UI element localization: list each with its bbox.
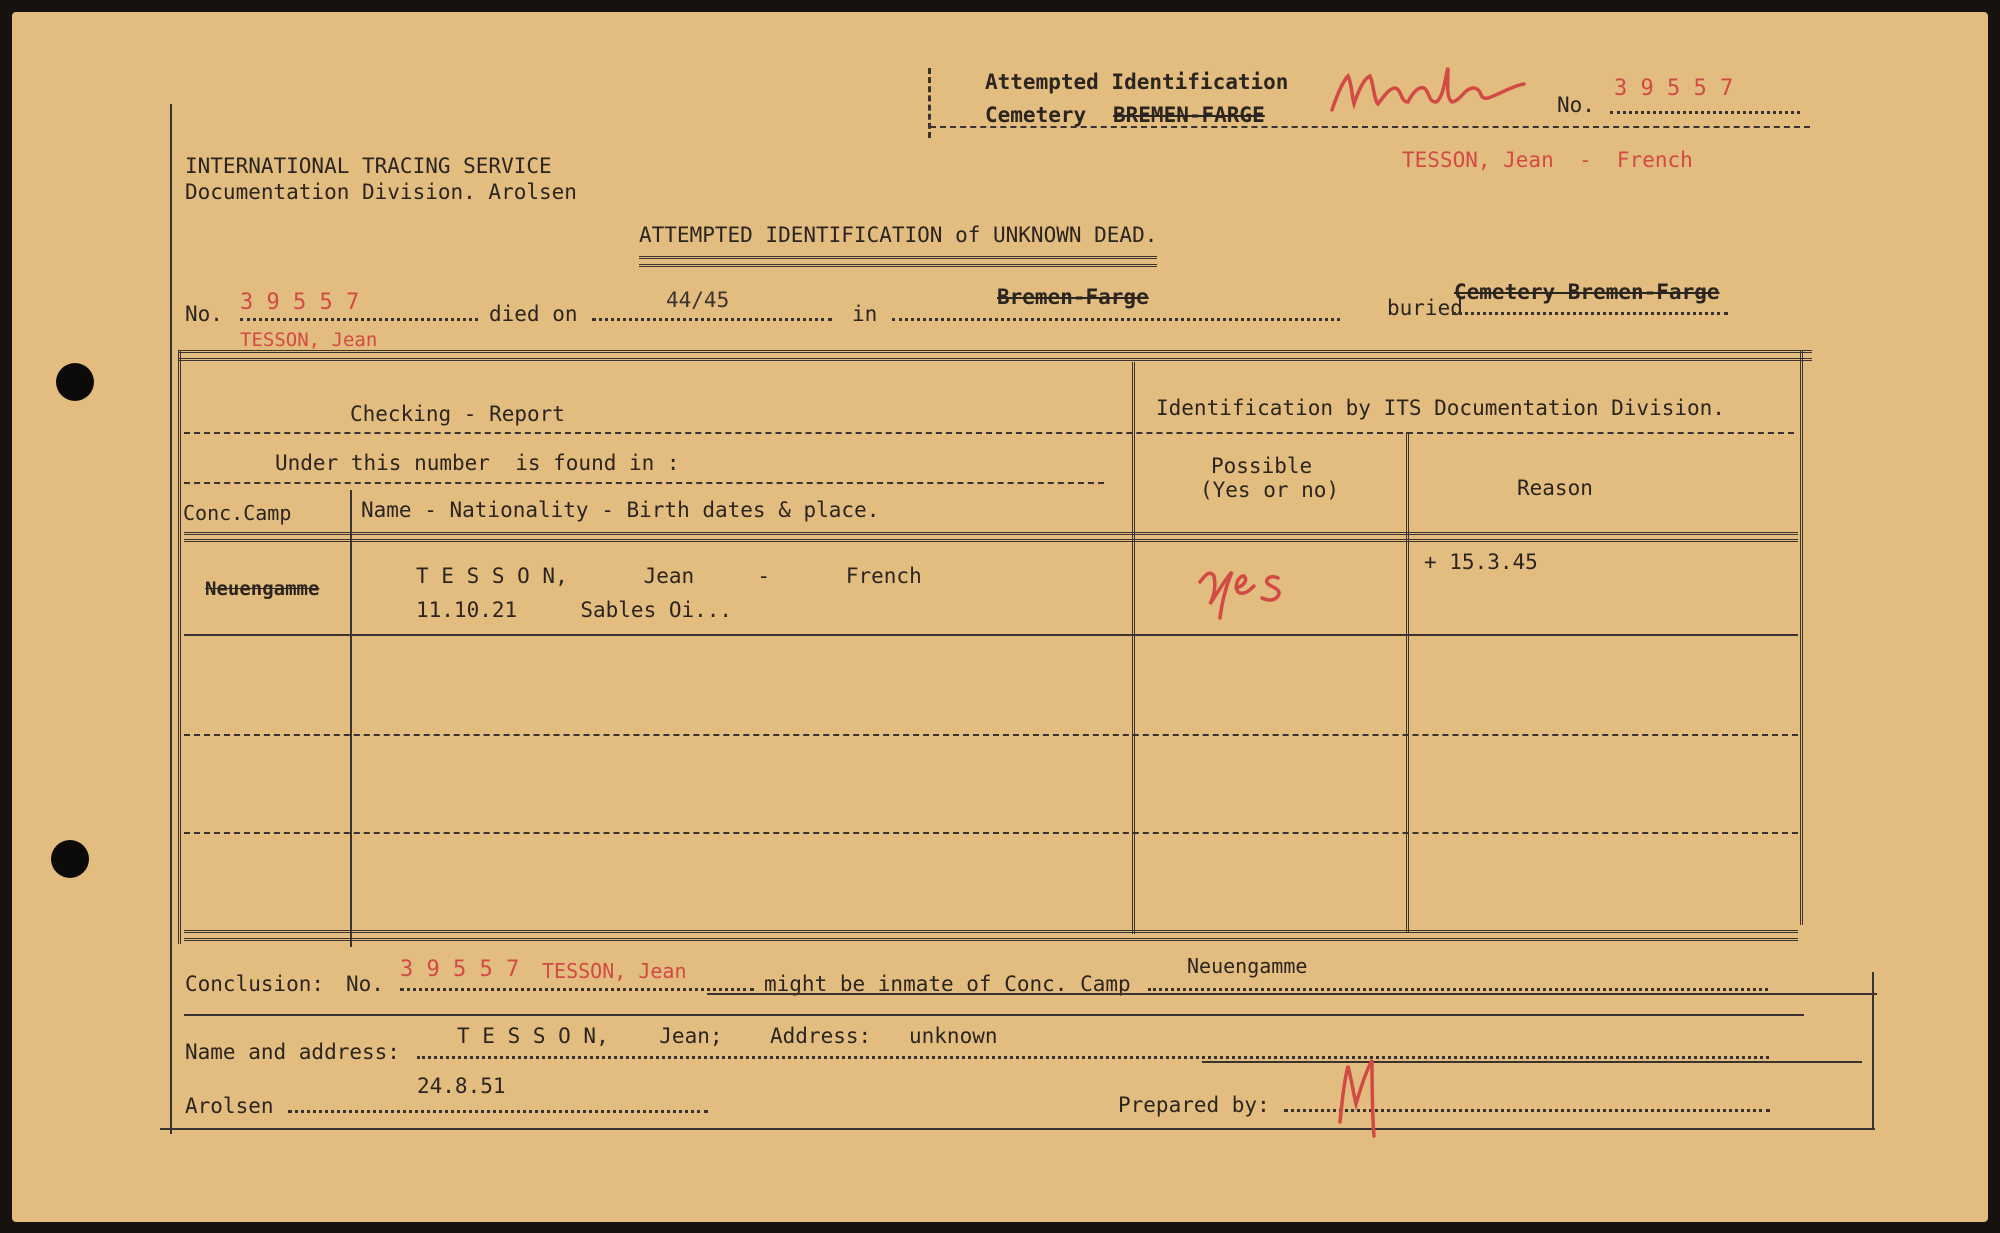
conclusion-underline (707, 993, 1877, 995)
conclusion-camp-dots (1148, 988, 1768, 991)
identification-header: Identification by ITS Documentation Division. (1156, 396, 1725, 420)
conclusion-camp-value: Neuengamme (1187, 954, 1308, 978)
col-divider-main (1132, 362, 1135, 934)
header-bottom-2 (184, 539, 1798, 542)
record-died-label: died on (489, 302, 578, 326)
name-address-name: T E S S O N, Jean; (457, 1024, 723, 1048)
conclusion-name-value: TESSON, Jean (542, 959, 687, 983)
row-sep-3 (184, 634, 1798, 636)
table-top (178, 350, 1812, 353)
title-underline (639, 256, 1157, 259)
col-possible-header-2: (Yes or no) (1200, 478, 1340, 502)
document-card (12, 12, 1988, 1222)
under-number: Under this number is found in : (275, 451, 680, 475)
stamp-no-label: No. (1557, 93, 1595, 117)
org-line2: Documentation Division. Arolsen (185, 180, 577, 204)
conclusion-label: Conclusion: (185, 972, 325, 996)
row-sep-5 (184, 832, 1798, 834)
conclusion-no-value: 3 9 5 5 7 (400, 957, 520, 982)
handwritten-made (1328, 62, 1528, 126)
record-no-value: 3 9 5 5 7 (240, 290, 360, 315)
footer-date: 24.8.51 (417, 1074, 506, 1098)
stamp-cemetery-place: BREMEN-FARGE (1113, 103, 1265, 127)
stamp-no-dots (1610, 111, 1800, 114)
table-right (1800, 350, 1803, 925)
table-bottom (184, 930, 1798, 933)
col-camp-header: Conc.Camp (183, 501, 292, 525)
frame-right (1872, 972, 1874, 1128)
org-line1: INTERNATIONAL TRACING SERVICE (185, 154, 552, 178)
table-top-2 (178, 358, 1812, 361)
frame-left (170, 104, 172, 1134)
record-in-value: Bremen-Farge (997, 285, 1149, 309)
name-address-underline (1202, 1061, 1862, 1063)
record-no-label: No. (185, 302, 223, 326)
row1-name: T E S S O N, Jean - French (416, 564, 922, 588)
record-buried-value: Cemetery Bremen-Farge (1454, 280, 1720, 304)
conclusion-no-label: No. (346, 972, 384, 996)
punch-hole (51, 840, 89, 878)
stamp-no-value: 3 9 5 5 7 (1614, 76, 1734, 101)
record-died-dots (592, 318, 832, 321)
stamp-line1: Attempted Identification (985, 70, 1289, 94)
frame-bottom (160, 1128, 1875, 1130)
footer-place: Arolsen (185, 1094, 274, 1118)
conclusion-rule (184, 1014, 1804, 1016)
row-sep-2 (184, 482, 1104, 484)
name-address-address-label: Address: (770, 1024, 872, 1048)
col-reason-header: Reason (1517, 476, 1593, 500)
col-possible-header-1: Possible (1211, 454, 1313, 478)
prepared-by-label: Prepared by: (1118, 1093, 1270, 1117)
conclusion-no-dots (400, 988, 754, 991)
conclusion-might-be: might be inmate of Conc. Camp (764, 972, 1131, 996)
row-sep-4 (184, 734, 1798, 736)
table-bottom-2 (184, 938, 1798, 941)
stamp-red-name: TESSON, Jean - French (1402, 148, 1693, 172)
stamp-line2-prefix: Cemetery (985, 103, 1087, 127)
footer-date-dots (288, 1110, 708, 1113)
name-address-label: Name and address: (185, 1040, 400, 1064)
record-no-dots (240, 318, 478, 321)
name-address-dots (417, 1056, 1769, 1059)
record-buried-label: buried (1387, 296, 1463, 320)
record-in-dots (892, 318, 1340, 321)
row1-possible-yes (1192, 552, 1302, 626)
col-divider-reason (1406, 432, 1409, 932)
title-underline-2 (639, 264, 1157, 267)
record-died-value: 44/45 (666, 288, 730, 312)
table-left (178, 350, 181, 944)
checking-report: Checking - Report (350, 402, 565, 426)
header-bottom (184, 532, 1798, 535)
col-name-header: Name - Nationality - Birth dates & place. (361, 498, 880, 522)
row1-reason: + 15.3.45 (1424, 550, 1538, 574)
row1-camp: Neuengamme (205, 578, 320, 600)
prepared-by-initial (1332, 1052, 1392, 1146)
record-red-name: TESSON, Jean (240, 329, 378, 351)
col-divider-camp (350, 490, 352, 947)
name-address-address-value: unknown (909, 1024, 998, 1048)
punch-hole (56, 363, 94, 401)
record-in-label: in (852, 302, 878, 326)
row-sep-1 (184, 432, 1794, 434)
row1-birth: 11.10.21 Sables Oi... (416, 598, 733, 622)
record-buried-dots (1452, 312, 1728, 315)
form-title: ATTEMPTED IDENTIFICATION of UNKNOWN DEAD. (639, 223, 1158, 247)
